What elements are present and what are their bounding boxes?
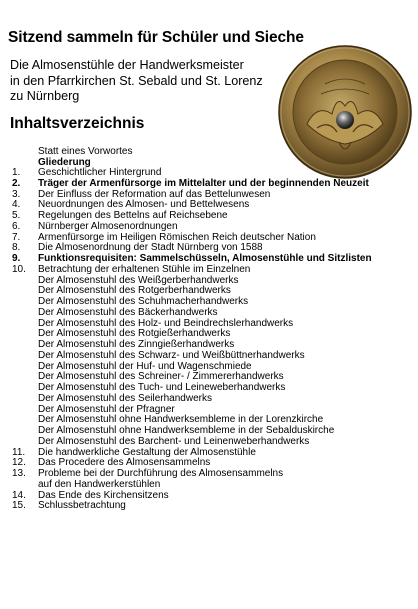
toc-entry-text: Armenfürsorge im Heiligen Römischen Reich deutscher Nation [38, 231, 316, 243]
toc-entry-text: Der Almosenstuhl des Weißgerberhandwerks [38, 274, 239, 286]
intro-line: Gliederung [38, 157, 91, 168]
toc-entry-text: Der Almosenstuhl des Seilerhandwerks [38, 392, 212, 404]
toc-entry-number: 13. [12, 468, 26, 479]
intro-line: Statt eines Vorwortes [38, 146, 133, 157]
toc-entry-text: Der Almosenstuhl der Huf- und Wagenschmiede [38, 360, 252, 372]
toc-entry-text: Die handwerkliche Gestaltung der Almosenstühle [38, 446, 256, 458]
toc-entry-number: 14. [12, 489, 26, 501]
toc-entry-text: Betrachtung der erhaltenen Stühle im Einzelnen [38, 263, 251, 275]
toc-entry-number: 3. [12, 188, 21, 200]
subtitle-line: in den Pfarrkirchen St. Sebald und St. Lorenz [10, 73, 263, 88]
toc-entry-text: Der Almosenstuhl des Tuch- und Leineweberhandwerks [38, 382, 286, 393]
subtitle-line: Die Almosenstühle der Handwerksmeister [10, 58, 244, 72]
toc-entry-text: Der Almosenstuhl ohne Handwerksembleme in der Lorenzkirche [38, 414, 324, 426]
toc-entry-text: Das Ende des Kirchensitzens [38, 489, 169, 501]
toc-entry-text: Der Almosenstuhl des Bäckerhandwerks [38, 306, 218, 318]
toc-entry-text: Nürnberger Almosenordnungen [38, 220, 178, 232]
toc-entry-text: auf den Handwerkerstühlen [38, 478, 161, 490]
toc-entry-number: 8. [12, 242, 21, 254]
toc-entry-text: Der Almosenstuhl des Holz- und Beindrechslerhandwerks [38, 317, 294, 329]
table-of-contents [0, 168, 418, 512]
toc-entry-text: Geschichtlicher Hintergrund [38, 167, 162, 178]
toc-entry [0, 394, 418, 405]
toc-entry-text: Der Almosenstuhl des Rotgießerhandwerks [38, 328, 231, 340]
toc-entry-number: 7. [12, 231, 21, 243]
toc-entry [0, 179, 418, 190]
toc-entry-text: Der Einfluss der Reformation auf das Bettelunwesen [38, 188, 271, 200]
toc-entry-number: 15. [12, 500, 26, 512]
toc-intro [38, 146, 133, 168]
toc-entry-text: Der Almosenstuhl des Rotgerberhandwerks [38, 285, 231, 297]
toc-entry-number: 6. [12, 220, 21, 232]
toc-entry [0, 222, 418, 233]
toc-entry-text: Träger der Armenfürsorge im Mittelalter und der beginnenden Neuzeit [38, 177, 369, 189]
toc-entry [0, 351, 418, 362]
toc-entry-text: Der Almosenstuhl der Pfragner [38, 403, 175, 415]
toc-entry-text: Probleme bei der Durchführung des Almosensammelns [38, 468, 284, 479]
toc-entry [0, 437, 418, 448]
toc-entry-text: Der Almosenstuhl ohne Handwerksembleme in der Sebalduskirche [38, 425, 335, 436]
toc-entry-text: Der Almosenstuhl des Barchent- und Leinenweberhandwerks [38, 435, 310, 447]
subtitle-line: zu Nürnberg [10, 89, 80, 103]
toc-entry-text: Funktionsrequisiten: Sammelschüsseln, Almosenstühle und Sitzlisten [38, 253, 372, 264]
toc-entry-number: 10. [12, 263, 26, 275]
toc-entry [0, 501, 418, 512]
toc-heading: Inhaltsverzeichnis [10, 115, 145, 132]
toc-entry-number: 4. [12, 199, 21, 211]
toc-entry-text: Die Almosenordnung der Stadt Nürnberg von 1588 [38, 242, 263, 254]
toc-entry-text: Der Almosenstuhl des Schuhmacherhandwerks [38, 296, 249, 307]
toc-entry-number: 11. [12, 446, 26, 458]
page-title: Sitzend sammeln für Schüler und Sieche [8, 29, 304, 46]
toc-entry [0, 480, 418, 491]
alms-dish-medallion-image [277, 44, 413, 180]
toc-entry-number: 1. [12, 167, 21, 178]
toc-entry-text: Der Almosenstuhl des Schwarz- und Weißbüttnerhandwerks [38, 349, 305, 361]
toc-entry [0, 308, 418, 319]
toc-entry-text: Der Almosenstuhl des Schreiner- / Zimmererhandwerks [38, 371, 284, 383]
toc-entry-number: 9. [12, 253, 21, 264]
subtitle [10, 58, 263, 105]
toc-entry-text: Regelungen des Bettelns auf Reichsebene [38, 210, 228, 221]
toc-entry-text: Der Almosenstuhl des Zinngießerhandwerks [38, 339, 235, 350]
toc-entry [0, 265, 418, 276]
toc-entry-text: Neuordnungen des Almosen- und Bettelwesens [38, 199, 250, 211]
toc-entry-number: 2. [12, 177, 21, 189]
toc-entry-text: Schlussbetrachtung [38, 500, 126, 512]
toc-entry-number: 12. [12, 457, 26, 469]
toc-entry-number: 5. [12, 210, 21, 221]
toc-entry-text: Das Procedere des Almosensammelns [38, 457, 211, 469]
